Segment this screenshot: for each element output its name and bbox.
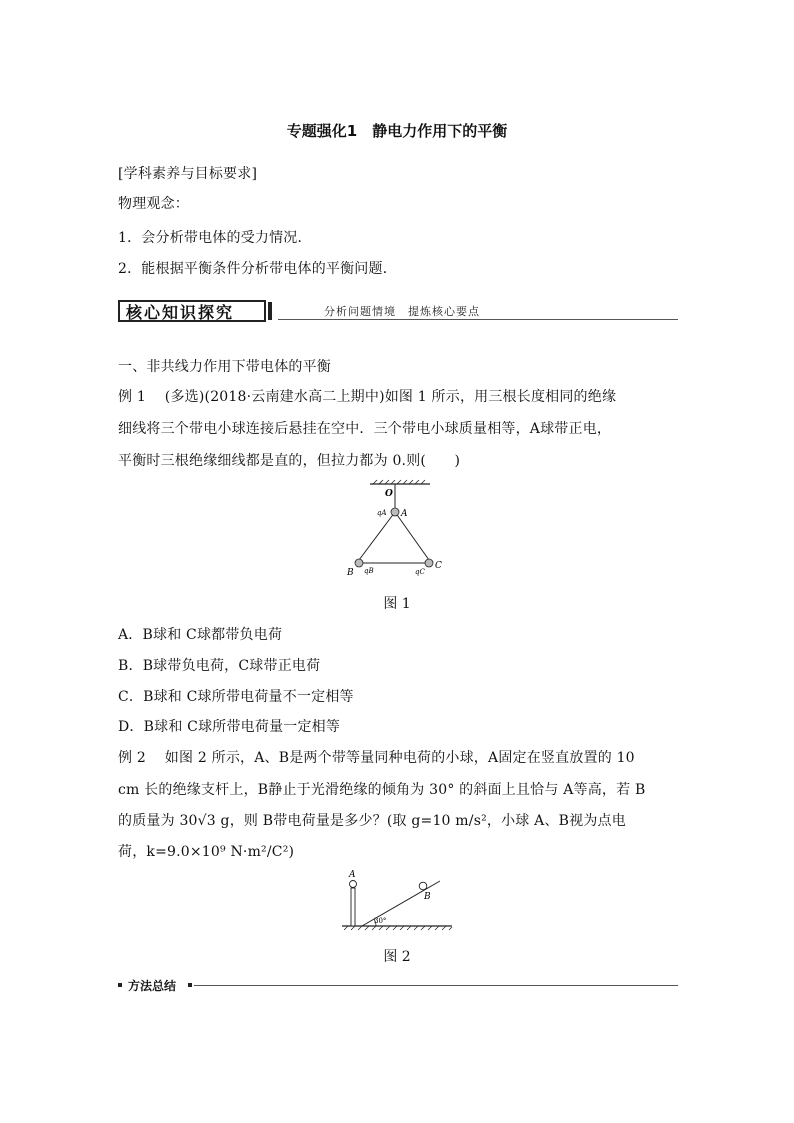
figure-2-caption: 图 2 bbox=[383, 949, 411, 965]
bullet-square bbox=[188, 983, 192, 987]
ball-a bbox=[350, 881, 357, 888]
label-b: B bbox=[424, 892, 431, 902]
label-qa: qA bbox=[377, 509, 387, 517]
example2-line3: 的质量为 30√3 g，则 B带电荷量是多少？(取 g=10 m/s²，小球 A、B视为点电 bbox=[118, 813, 626, 829]
banner-subtitle: 分析问题情境 提炼核心要点 bbox=[324, 305, 480, 318]
ball-b bbox=[419, 882, 427, 890]
banner-title: 核心知识探究 bbox=[126, 303, 235, 322]
method-summary-label: 方法总结 bbox=[128, 979, 177, 993]
figure-1-diagram bbox=[340, 478, 450, 580]
ball-b bbox=[355, 559, 363, 567]
section-banner bbox=[118, 299, 678, 325]
insulating-rod bbox=[351, 888, 355, 926]
banner-divider bbox=[268, 302, 272, 320]
example2-line4: 荷，k=9.0×10⁹ N·m²/C²) bbox=[118, 844, 295, 860]
concept-label: 物理观念： bbox=[118, 196, 189, 212]
thread-ac bbox=[395, 512, 429, 560]
example1-line3: 平衡时三根绝缘细线都是直的，但拉力都为 0.则( ) bbox=[118, 453, 461, 469]
section-heading: 一、非共线力作用下带电体的平衡 bbox=[118, 359, 331, 375]
label-a: A bbox=[349, 870, 356, 880]
label-qc: qC bbox=[415, 568, 425, 576]
label-qb: qB bbox=[364, 567, 374, 575]
ball-a bbox=[391, 508, 399, 516]
angle-label: 30° bbox=[374, 917, 387, 925]
option-b: B．B球带负电荷，C球带正电荷 bbox=[118, 658, 321, 674]
example1-line2: 细线将三个带电小球连接后悬挂在空中．三个带电小球质量相等，A球带正电， bbox=[118, 421, 612, 437]
thread-ab bbox=[359, 512, 395, 560]
example2-line2: cm 长的绝缘支杆上，B静止于光滑绝缘的倾角为 30° 的斜面上且恰与 A等高，若 B bbox=[118, 782, 646, 798]
ceiling-hatching bbox=[373, 480, 425, 484]
banner-rule bbox=[278, 319, 678, 320]
figure-2-diagram bbox=[338, 866, 458, 936]
label-a: A bbox=[401, 509, 408, 519]
goals-header: [学科素养与目标要求] bbox=[118, 166, 258, 182]
figure-1-caption: 图 1 bbox=[383, 596, 411, 612]
method-summary-bar bbox=[118, 977, 678, 995]
option-c: C．B球和 C球所带电荷量不一定相等 bbox=[118, 689, 354, 705]
goal-item-2: 2．能根据平衡条件分析带电体的平衡问题． bbox=[118, 261, 397, 277]
page-title: 专题强化1 静电力作用下的平衡 bbox=[286, 122, 508, 140]
label-c: C bbox=[435, 561, 442, 571]
option-a: A．B球和 C球都带负电荷 bbox=[118, 627, 283, 643]
example2-line1: 例 2 如图 2 所示，A、B是两个带等量同种电荷的小球，A固定在竖直放置的 10 bbox=[118, 750, 635, 766]
label-b: B bbox=[347, 568, 354, 578]
label-o: O bbox=[385, 489, 393, 499]
method-rule bbox=[194, 985, 678, 986]
goal-item-1: 1．会分析带电体的受力情况． bbox=[118, 230, 312, 246]
bullet-square bbox=[118, 983, 122, 987]
ball-c bbox=[425, 559, 433, 567]
example1-line1: 例 1 (多选)(2018·云南建水高二上期中)如图 1 所示，用三根长度相同的绝缘 bbox=[118, 389, 617, 405]
option-d: D．B球和 C球所带电荷量一定相等 bbox=[118, 719, 341, 735]
